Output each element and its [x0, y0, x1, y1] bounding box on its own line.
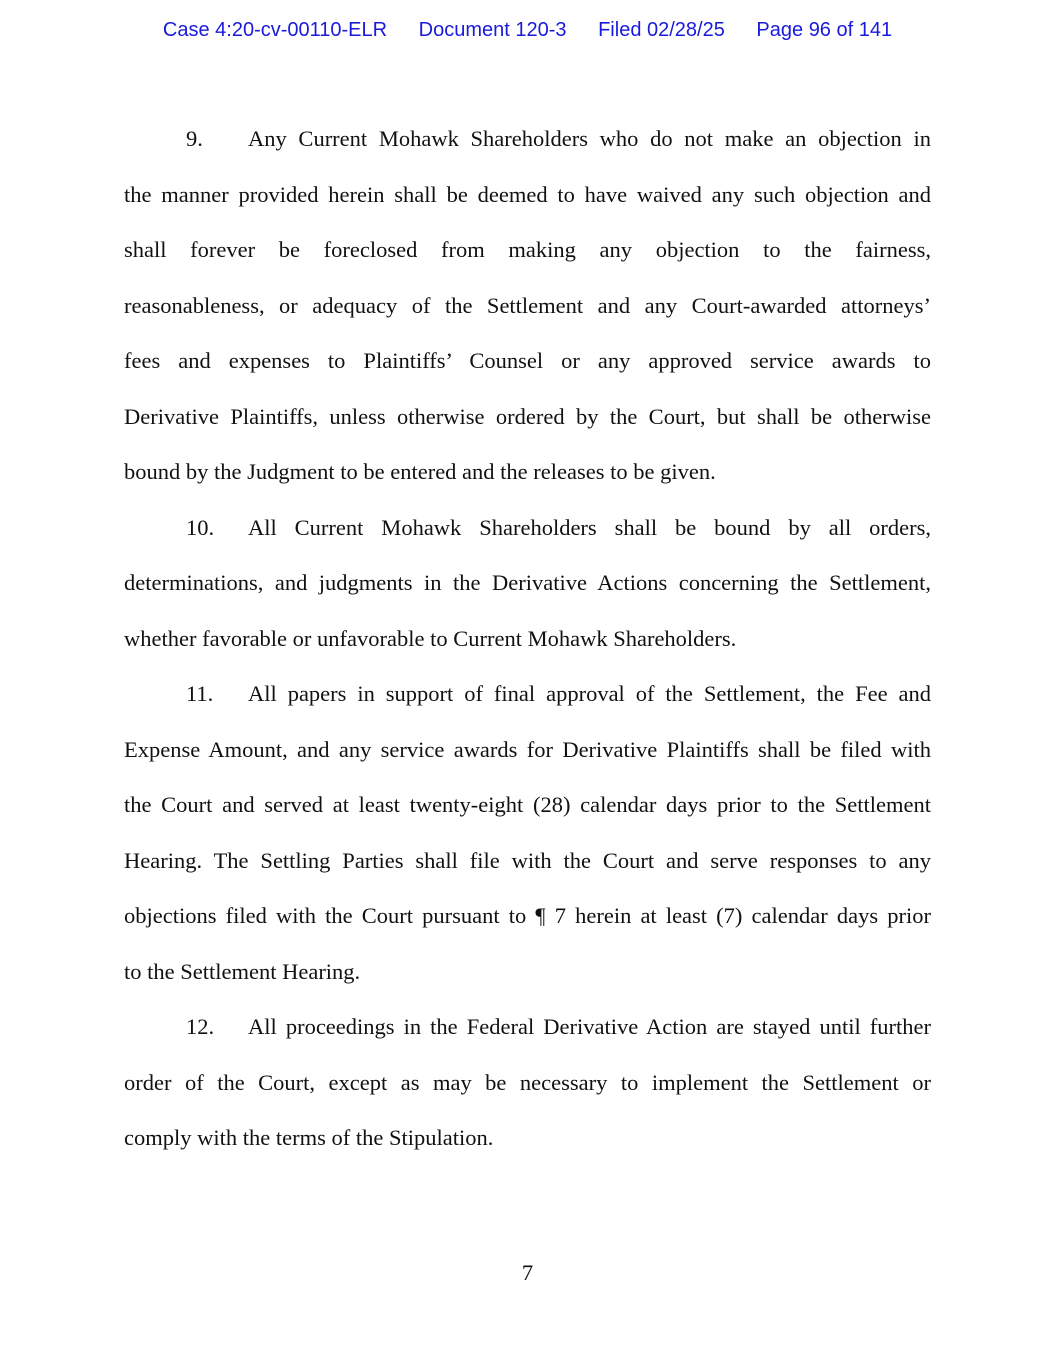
paragraph-line	[124, 666, 931, 722]
paragraph-number: 10.	[186, 514, 215, 540]
paragraph-line	[124, 222, 931, 278]
line-text: All proceedings in the Federal Derivative Action are stayed until further	[248, 1014, 931, 1039]
paragraph-number: 9.	[186, 126, 203, 151]
paragraph-line	[124, 722, 931, 778]
paragraph-line	[124, 500, 931, 556]
line-text: to the Settlement Hearing.	[124, 958, 361, 984]
line-text: whether favorable or unfavorable to Current Mohawk Shareholders.	[124, 625, 737, 651]
paragraph-line	[124, 1110, 931, 1166]
line-text: determinations, and judgments in the Derivative Actions concerning the Settlement,	[124, 570, 931, 595]
paragraph-line	[124, 999, 931, 1055]
paragraph-line	[124, 278, 931, 334]
line-text: Any Current Mohawk Shareholders who do not make an objection in	[248, 126, 931, 151]
line-text: order of the Court, except as may be necessary to implement the Settlement or	[124, 1069, 931, 1095]
paragraph-line	[124, 888, 931, 944]
paragraph-line	[124, 444, 931, 500]
paragraph-line	[124, 333, 931, 389]
line-text: All Current Mohawk Shareholders shall be bound by all orders,	[248, 514, 931, 540]
line-text: objections filed with the Court pursuant to ¶ 7 herein at least (7) calendar days prior	[124, 903, 931, 928]
line-text: Hearing. The Settling Parties shall file with the Court and serve responses to any	[124, 847, 931, 873]
paragraph-line	[124, 777, 931, 833]
line-text: fees and expenses to Plaintiffs’ Counsel or any approved service awards to	[124, 348, 931, 373]
line-text: the manner provided herein shall be deemed to have waived any such objection and	[124, 181, 931, 207]
filed-date: Filed 02/28/25	[598, 19, 725, 41]
paragraph-12	[124, 999, 931, 1166]
paragraph-line	[124, 555, 931, 611]
line-text: Derivative Plaintiffs, unless otherwise ordered by the Court, but shall be otherwise	[124, 403, 931, 429]
line-text: comply with the terms of the Stipulation.	[124, 1125, 494, 1150]
paragraph-line	[124, 611, 931, 667]
paragraph-line	[124, 111, 931, 167]
filing-header	[0, 19, 1055, 42]
paragraph-line	[124, 1055, 931, 1111]
paragraph-number: 12.	[186, 1014, 215, 1039]
line-text: All papers in support of final approval of the Settlement, the Fee and	[248, 681, 931, 706]
case-number: Case 4:20-cv-00110-ELR	[162, 19, 388, 41]
line-text: bound by the Judgment to be entered and the releases to be given.	[124, 459, 716, 484]
paragraph-line	[124, 944, 931, 1000]
document-body	[124, 111, 931, 1166]
paragraph-number: 11.	[186, 681, 214, 706]
line-text: the Court and served at least twenty-eight (28) calendar days prior to the Settlement	[124, 792, 931, 817]
line-text: Expense Amount, and any service awards for Derivative Plaintiffs shall be filed with	[124, 736, 931, 762]
paragraph-10	[124, 500, 931, 667]
line-text: reasonableness, or adequacy of the Settlement and any Court-awarded attorneys’	[124, 292, 931, 318]
paragraph-line	[124, 389, 931, 445]
document-number: Document 120-3	[418, 19, 567, 41]
paragraph-line	[124, 167, 931, 223]
paragraph-9	[124, 111, 931, 500]
paragraph-11	[124, 666, 931, 999]
line-text: shall forever be foreclosed from making any objection to the fairness,	[124, 237, 931, 262]
paragraph-line	[124, 833, 931, 889]
page-number: 7	[521, 1260, 534, 1285]
page-of-total: Page 96 of 141	[756, 19, 893, 41]
